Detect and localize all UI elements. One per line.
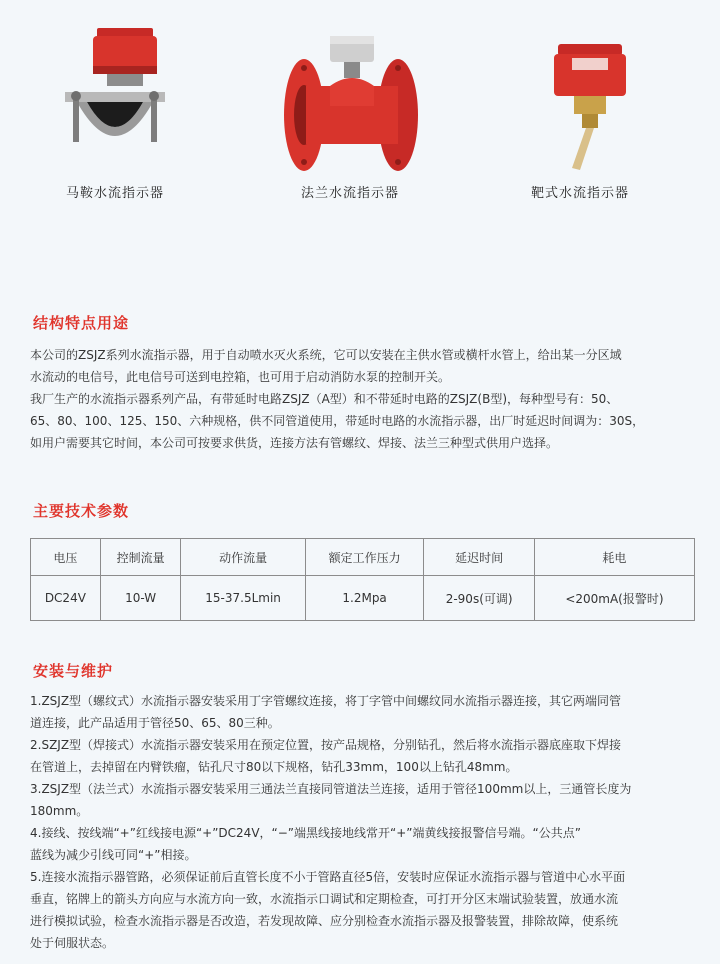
- text-line: 65、80、100、125、150、六种规格，供不同管道使用，带延时电路的水流指示器，出厂时延迟时间调为：30S，: [30, 414, 645, 428]
- target-water-flow-indicator-icon: [500, 20, 660, 180]
- install-text: [30, 690, 695, 954]
- cell-power-consumption: <200mA(报警时): [534, 576, 694, 621]
- text-line: 180mm。: [30, 804, 89, 818]
- text-line: 道连接，此产品适用于管径50、65、80三种。: [30, 716, 280, 730]
- saddle-water-flow-indicator-icon: [35, 20, 195, 180]
- header-control-flow: 控制流量: [100, 539, 181, 576]
- cell-voltage: DC24V: [31, 576, 101, 621]
- cell-delay-time: 2-90s(可调): [424, 576, 534, 621]
- product-target: [470, 20, 690, 210]
- text-line: 蓝线为减少引线可同“+”相接。: [30, 848, 197, 862]
- product-gallery: [0, 20, 720, 210]
- text-line: 在管道上，去掉留在内臂铁瘤，钻孔尺寸80以下规格，钻孔33mm，100以上钻孔48mm。: [30, 760, 518, 774]
- header-rated-pressure: 额定工作压力: [305, 539, 424, 576]
- text-line: 水流动的电信号，此电信号可送到电控箱，也可用于启动消防水泵的控制开关。: [30, 370, 451, 384]
- text-line: 我厂生产的水流指示器系列产品，有带延时电路ZSJZ（A型）和不带延时电路的ZSJZ(B型)，每种型号有：50、: [30, 392, 619, 406]
- text-line: 垂直，铭牌上的箭头方向应与水流方向一致，水流指示口调试和定期检查，可打开分区末端试验装置，放通水流: [30, 892, 619, 906]
- cell-control-flow: 10-W: [100, 576, 181, 621]
- product-caption: 靶式水流指示器: [530, 186, 629, 201]
- structure-paragraph-1: [30, 344, 695, 388]
- product-saddle: [5, 20, 225, 210]
- text-line: 5.连接水流指示器管路，必须保证前后直管长度不小于管路直径5倍，安装时应保证水流指示器与管道中心水平面: [30, 870, 626, 884]
- text-line: 如用户需要其它时间，本公司可按要求供货，连接方法有管螺纹、焊接、法兰三种型式供用户选择。: [30, 436, 559, 450]
- product-caption: 法兰水流指示器: [300, 186, 399, 201]
- table-row: [31, 576, 695, 621]
- table-header-row: [31, 539, 695, 576]
- structure-paragraph-2: [30, 388, 695, 454]
- header-action-flow: 动作流量: [181, 539, 305, 576]
- product-flange: [240, 20, 460, 210]
- text-line: 3.ZSJZ型（法兰式）水流指示器安装采用三通法兰直接同管道法兰连接，适用于管径100mm以上，三通管长度为: [30, 782, 632, 796]
- text-line: 1.ZSJZ型（螺纹式）水流指示器安装采用丁字管螺纹连接，将丁字管中间螺纹同水流指示器连接，其它两端同管: [30, 694, 622, 708]
- text-line: 进行模拟试验，检查水流指示器是否改造，若发现故障、应分别检查水流指示器及报警装置，排除故障，使系统: [30, 914, 619, 928]
- text-line: 4.接线、按线端“+”红线接电源“+”DC24V，“−”端黑线接地线常开“+”端黄线接报警信号端。“公共点”: [30, 826, 581, 840]
- header-delay-time: 延迟时间: [424, 539, 534, 576]
- text-line: 处于伺服状态。: [30, 936, 115, 950]
- specs-table: [30, 538, 695, 621]
- product-caption: 马鞍水流指示器: [65, 186, 164, 201]
- cell-rated-pressure: 1.2Mpa: [305, 576, 424, 621]
- install-title: 安装与维护: [33, 662, 114, 680]
- text-line: 本公司的ZSJZ系列水流指示器，用于自动喷水灭火系统，它可以安装在主供水管或横杆水管上，给出某一分区域: [30, 348, 622, 362]
- specs-title: 主要技术参数: [33, 502, 130, 520]
- header-power-consumption: 耗电: [534, 539, 694, 576]
- cell-action-flow: 15-37.5Lmin: [181, 576, 305, 621]
- text-line: 2.SZJZ型（焊接式）水流指示器安装采用在预定位置，按产品规格，分别钻孔，然后将水流指示器底座取下焊接: [30, 738, 622, 752]
- header-voltage: 电压: [31, 539, 101, 576]
- structure-title: 结构特点用途: [33, 314, 130, 332]
- flange-water-flow-indicator-icon: [270, 20, 430, 180]
